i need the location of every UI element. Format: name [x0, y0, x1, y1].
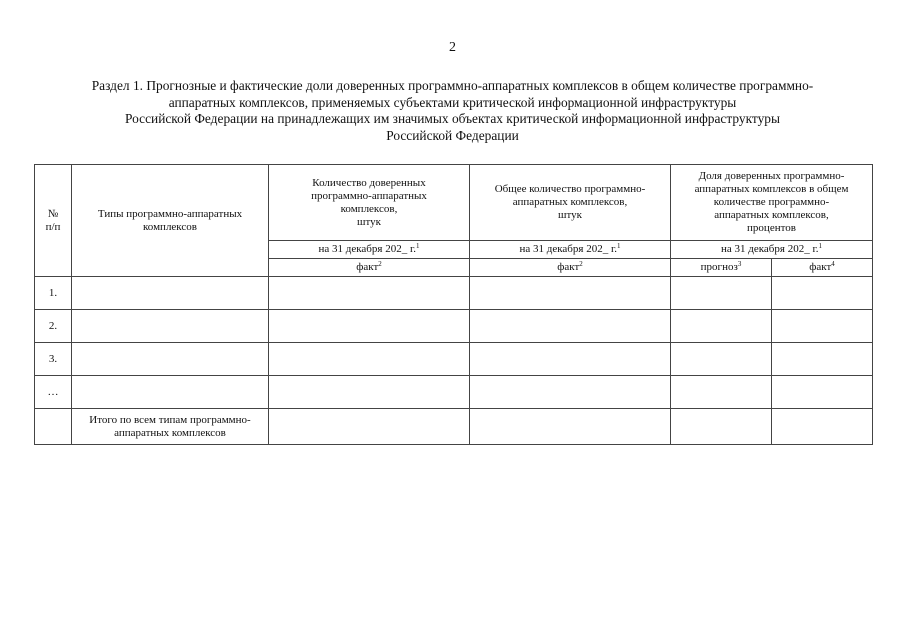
report-table — [34, 164, 873, 445]
table-cell — [269, 310, 470, 343]
section-title-line: Российской Федерации — [386, 127, 519, 143]
date-cell: на 31 декабря 202_ г.$^1$ — [269, 241, 470, 259]
table-cell — [470, 343, 671, 376]
table-cell — [772, 277, 873, 310]
table-cell — [72, 376, 269, 409]
row-number: 1. — [35, 277, 72, 310]
table-cell — [671, 409, 772, 445]
forecast-cell: прогноз$^3$ — [671, 259, 772, 277]
fact-cell: факт$^2$ — [269, 259, 470, 277]
table-cell — [470, 409, 671, 445]
table-cell — [269, 376, 470, 409]
table-cell — [671, 277, 772, 310]
row-number: 3. — [35, 343, 72, 376]
table-cell — [72, 310, 269, 343]
section-title-line: Раздел 1. Прогнозные и фактические доли доверенных программно-аппаратных комплексов в общем количестве программно- — [91, 78, 814, 93]
table-cell — [269, 409, 470, 445]
row-number: 2. — [35, 310, 72, 343]
section-title-line: Российской Федерации на принадлежащих им значимых объектах критической информационной инфраструктуры — [125, 111, 780, 126]
table-cell — [72, 277, 269, 310]
table-cell — [72, 343, 269, 376]
header-number: № п/п — [35, 165, 72, 277]
total-label: Итого по всем типам программно- аппаратных комплексов — [72, 409, 269, 445]
table-row — [35, 376, 873, 409]
table-cell — [470, 277, 671, 310]
date-cell: на 31 декабря 202_ г.$^1$ — [671, 241, 873, 259]
row-number: … — [35, 376, 72, 409]
header-trusted-count: Количество доверенных программно-аппаратных комплексов, штук — [269, 165, 470, 241]
table-row — [35, 277, 873, 310]
table-cell — [470, 376, 671, 409]
fact-cell: факт$^4$ — [772, 259, 873, 277]
table-cell — [772, 409, 873, 445]
table-row — [35, 310, 873, 343]
header-total-count: Общее количество программно- аппаратных комплексов, штук — [470, 165, 671, 241]
date-cell: на 31 декабря 202_ г.$^1$ — [470, 241, 671, 259]
table-cell — [671, 376, 772, 409]
header-share: Доля доверенных программно- аппаратных комплексов в общем количестве программно- аппаратных комплексов, процентов — [671, 165, 873, 241]
section-title-line: аппаратных комплексов, применяемых субъектами критической информационной инфраструктуры — [168, 94, 737, 110]
total-row — [35, 409, 873, 445]
table-cell — [671, 310, 772, 343]
table-cell — [470, 310, 671, 343]
table-row — [35, 343, 873, 376]
table-cell — [772, 310, 873, 343]
table-cell — [772, 343, 873, 376]
table-cell — [269, 343, 470, 376]
section-title — [40, 78, 865, 144]
table-cell — [671, 343, 772, 376]
fact-cell: факт$^2$ — [470, 259, 671, 277]
table-cell — [269, 277, 470, 310]
table-cell — [35, 409, 72, 445]
page-number: 2 — [449, 40, 456, 55]
header-types: Типы программно-аппаратных комплексов — [72, 165, 269, 277]
table-cell — [772, 376, 873, 409]
